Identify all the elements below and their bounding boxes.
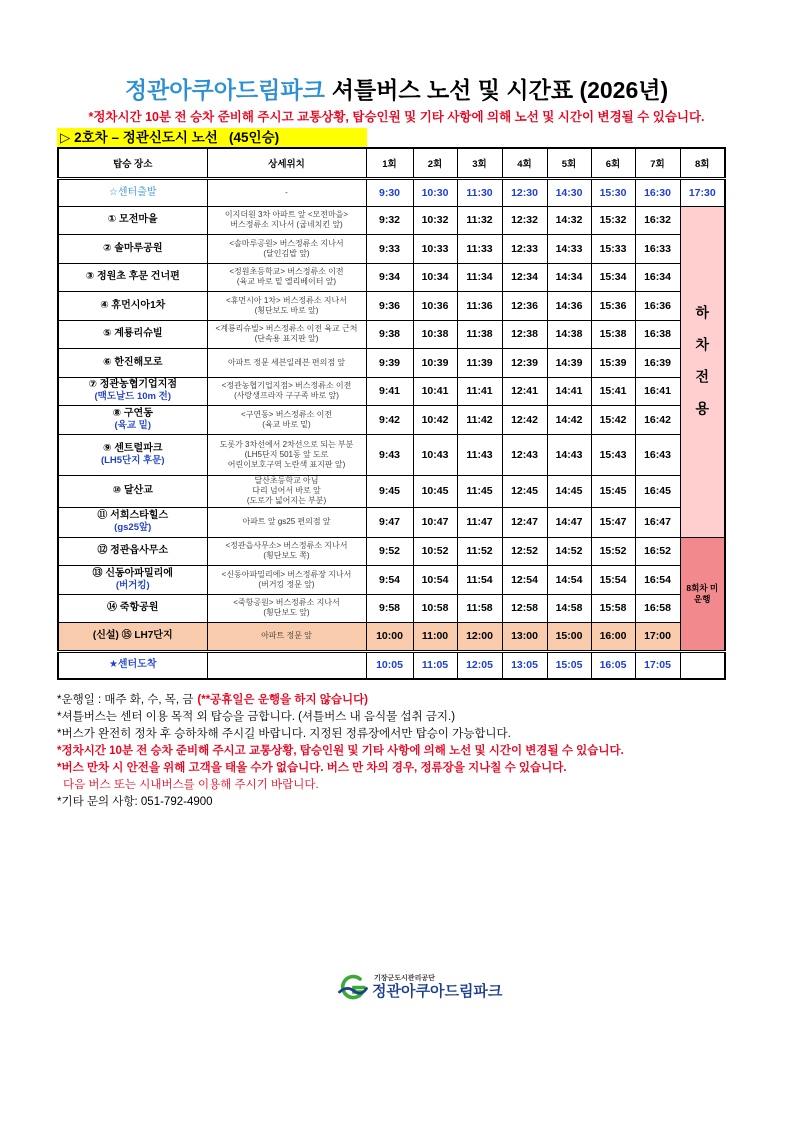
stop-time-4: 12:33 xyxy=(502,235,547,264)
page-title xyxy=(0,76,793,104)
stop-time-4: 12:52 xyxy=(502,537,547,566)
header-run-5: 5회 xyxy=(547,148,591,178)
title-main: 셔틀버스 노선 및 시간표 (2026년) xyxy=(331,77,669,103)
stop-detail: 아파트 정문 세븐일레븐 편의점 앞 xyxy=(207,349,366,378)
stop-place-cell xyxy=(58,623,207,652)
stop-time-2: 10:54 xyxy=(413,566,457,595)
stop-time-1: 9:42 xyxy=(366,406,413,435)
stop-time-4: 12:34 xyxy=(502,263,547,292)
stop-time-7: 16:42 xyxy=(635,406,680,435)
arrival-place: ★센터도착 xyxy=(58,651,207,679)
stop-name: ④ 휴먼시아1차 xyxy=(100,299,166,311)
stop-detail: <정관읍사무소> 버스정류소 지나서 (횡단보도 쪽) xyxy=(207,537,366,566)
logo-org: 기장군도시관리공단 xyxy=(374,975,435,982)
timetable-header xyxy=(58,148,725,178)
stop-row xyxy=(58,475,725,507)
stop-time-3: 11:45 xyxy=(457,475,502,507)
stop-row xyxy=(58,434,725,475)
stop-name: ⑦ 정관농협기업지점 xyxy=(88,379,178,391)
stop-time-3: 11:38 xyxy=(457,320,502,349)
stop-time-5: 14:38 xyxy=(547,320,591,349)
stop-time-4: 12:32 xyxy=(502,206,547,235)
stop-time-3: 11:52 xyxy=(457,537,502,566)
stop-time-7: 16:43 xyxy=(635,434,680,475)
stop-name: ② 솔마루공원 xyxy=(102,242,163,254)
departure-time-7: 16:30 xyxy=(635,178,680,206)
stop-landmark: (맥도날드 10m 전) xyxy=(94,391,171,403)
stop-time-2: 10:58 xyxy=(413,594,457,623)
stop-time-5: 14:42 xyxy=(547,406,591,435)
stop-time-1: 10:00 xyxy=(366,623,413,652)
stop-time-3: 11:43 xyxy=(457,434,502,475)
stop-time-2: 10:42 xyxy=(413,406,457,435)
stop-time-3: 11:39 xyxy=(457,349,502,378)
stop-time-1: 9:36 xyxy=(366,292,413,321)
notes-section xyxy=(57,692,757,811)
stop-detail: <솔마루공원> 버스정류소 지나서 (달인김밥 앞) xyxy=(207,235,366,264)
stop-time-3: 11:47 xyxy=(457,507,502,537)
stop-time-2: 10:38 xyxy=(413,320,457,349)
stop-time-5: 14:52 xyxy=(547,537,591,566)
stop-time-6: 15:43 xyxy=(591,434,635,475)
stop-time-6: 15:45 xyxy=(591,475,635,507)
stop-time-2: 10:52 xyxy=(413,537,457,566)
stop-place-cell xyxy=(58,292,207,321)
arrival-time-4: 13:05 xyxy=(502,651,547,679)
stop-time-5: 14:43 xyxy=(547,434,591,475)
stop-time-6: 15:58 xyxy=(591,594,635,623)
stop-row xyxy=(58,537,725,566)
stop-time-2: 10:36 xyxy=(413,292,457,321)
stop-time-2: 10:47 xyxy=(413,507,457,537)
header-run-8: 8회 xyxy=(680,148,725,178)
stop-time-5: 14:45 xyxy=(547,475,591,507)
stop-name: ⑪ 서희스타힐스 xyxy=(97,510,169,521)
logo-name: 정관아쿠아드림파크 xyxy=(372,983,503,1000)
stop-place-cell xyxy=(58,206,207,235)
stop-time-4: 12:39 xyxy=(502,349,547,378)
stop-place-cell xyxy=(58,349,207,378)
stop-detail: <죽항공원> 버스정류소 지나서 (횡단보도 앞) xyxy=(207,594,366,623)
stop-time-7: 16:36 xyxy=(635,292,680,321)
stop-time-3: 11:58 xyxy=(457,594,502,623)
stop-time-2: 10:33 xyxy=(413,235,457,264)
stop-time-7: 16:39 xyxy=(635,349,680,378)
departure-time-3: 11:30 xyxy=(457,178,502,206)
note-purpose: *셔틀버스는 센터 이용 목적 외 탑승을 금합니다. (셔틀버스 내 음식물 섭취 금지.) xyxy=(57,711,456,723)
departure-place: ☆센터출발 xyxy=(58,178,207,206)
stop-time-2: 11:00 xyxy=(413,623,457,652)
stop-row xyxy=(58,566,725,595)
stop-landmark: (육교 밑) xyxy=(114,419,151,431)
stop-detail: <신동아파밀리에> 버스정류장 지나서 (버거킹 정문 앞) xyxy=(207,566,366,595)
stop-place-cell xyxy=(58,434,207,475)
stop-place-cell xyxy=(58,406,207,435)
route-header: ▷ 2호차 – 정관신도시 노선 (45인승) xyxy=(57,128,367,147)
stop-detail: 이지더원 3차 아파트 앞 <모전마을> 버스정류소 지나서 (굽네치킨 앞) xyxy=(207,206,366,235)
stop-time-4: 12:43 xyxy=(502,434,547,475)
stop-time-7: 16:54 xyxy=(635,566,680,595)
stop-time-6: 15:38 xyxy=(591,320,635,349)
stop-row xyxy=(58,263,725,292)
stop-landmark: (gs25앞) xyxy=(114,522,152,533)
note-next-bus: 다음 버스 또는 시내버스를 이용해 주시기 바랍니다. xyxy=(63,779,319,791)
departure-time-6: 15:30 xyxy=(591,178,635,206)
stop-detail: 아파트 정문 앞 xyxy=(207,623,366,652)
stop-place-cell xyxy=(58,537,207,566)
departure-time-5: 14:30 xyxy=(547,178,591,206)
stop-place-cell xyxy=(58,507,207,537)
header-row xyxy=(58,148,725,178)
arrival-row xyxy=(58,651,725,679)
stop-time-6: 15:52 xyxy=(591,537,635,566)
stop-time-1: 9:43 xyxy=(366,434,413,475)
stop-time-1: 9:34 xyxy=(366,263,413,292)
stop-detail: 아파트 앞 gs25 편의점 앞 xyxy=(207,507,366,537)
stop-place-cell xyxy=(58,320,207,349)
dropoff-only-label: 하차전용 xyxy=(694,305,711,433)
stop-name: ③ 정원초 후문 건너편 xyxy=(85,271,180,283)
stop-time-3: 11:41 xyxy=(457,377,502,406)
stop-time-2: 10:43 xyxy=(413,434,457,475)
stop-time-6: 15:39 xyxy=(591,349,635,378)
stop-row xyxy=(58,292,725,321)
stop-time-7: 16:47 xyxy=(635,507,680,537)
header-run-2: 2회 xyxy=(413,148,457,178)
header-run-4: 4회 xyxy=(502,148,547,178)
stop-time-2: 10:32 xyxy=(413,206,457,235)
note-contact: *기타 문의 사항: 051-792-4900 xyxy=(57,796,213,808)
stop-time-7: 16:45 xyxy=(635,475,680,507)
stop-time-4: 12:58 xyxy=(502,594,547,623)
stop-time-6: 15:34 xyxy=(591,263,635,292)
stop-row xyxy=(58,507,725,537)
arrival-time-8 xyxy=(680,651,725,679)
stop-row xyxy=(58,406,725,435)
stop-time-5: 14:32 xyxy=(547,206,591,235)
stop-detail: <계룡리슈빌> 버스정류소 이전 육교 근처 (단속용 표지판 앞) xyxy=(207,320,366,349)
top-notice: *정차시간 10분 전 승차 준비해 주시고 교통상황, 탑승인원 및 기타 사항에 의해 노선 및 시간이 변경될 수 있습니다. xyxy=(88,110,705,124)
stop-time-3: 11:33 xyxy=(457,235,502,264)
stop-place-cell xyxy=(58,377,207,406)
header-place: 탑승 장소 xyxy=(58,148,207,178)
stop-detail: <정관농협기업지점> 버스정류소 이전 (사랑생프라자 구구족 바로 앞) xyxy=(207,377,366,406)
note-schedule-line xyxy=(57,692,757,709)
stop-detail: 달산초등학교 아님 다리 넘어서 바로 앞 (도로가 넓어지는 부분) xyxy=(207,475,366,507)
stop-time-4: 12:47 xyxy=(502,507,547,537)
stop-detail: 도롯가 3차선에서 2차선으로 되는 부분 (LH5단지 501동 앞 도로 어린이보호구역 노란색 표지판 앞) xyxy=(207,434,366,475)
stop-time-6: 15:41 xyxy=(591,377,635,406)
stop-detail: <휴먼시아 1차> 버스정류소 지나서 (횡단보도 바로 앞) xyxy=(207,292,366,321)
arrival-detail xyxy=(207,651,366,679)
note-schedule: *운행일 : 매주 화, 수, 목, 금 xyxy=(57,694,194,706)
stop-time-4: 12:41 xyxy=(502,377,547,406)
arrival-time-1: 10:05 xyxy=(366,651,413,679)
header-run-3: 3회 xyxy=(457,148,502,178)
stop-time-6: 15:47 xyxy=(591,507,635,537)
stop-name: ① 모전마을 xyxy=(107,214,158,226)
stop-time-1: 9:45 xyxy=(366,475,413,507)
stop-name: ⑩ 달산교 xyxy=(112,485,153,496)
stop-time-7: 17:00 xyxy=(635,623,680,652)
arrival-time-7: 17:05 xyxy=(635,651,680,679)
header-run-7: 7회 xyxy=(635,148,680,178)
stop-row xyxy=(58,377,725,406)
stop-time-6: 15:36 xyxy=(591,292,635,321)
stop-time-2: 10:41 xyxy=(413,377,457,406)
header-run-1: 1회 xyxy=(366,148,413,178)
stop-time-4: 12:42 xyxy=(502,406,547,435)
stop-place-cell xyxy=(58,235,207,264)
stop-time-7: 16:38 xyxy=(635,320,680,349)
stop-name: (신설) ⑮ LH7단지 xyxy=(92,630,173,642)
stop-name: ⑬ 신동아파밀리에 xyxy=(92,567,173,579)
header-run-6: 6회 xyxy=(591,148,635,178)
stop-landmark: (버거킹) xyxy=(115,579,150,591)
stop-time-3: 11:34 xyxy=(457,263,502,292)
note-full-bus: *버스 만차 시 안전을 위해 고객을 태울 수가 없습니다. 버스 만 차의 경우, 정류장을 지나칠 수 있습니다. xyxy=(57,762,567,774)
stop-row xyxy=(58,594,725,623)
departure-time-1: 9:30 xyxy=(366,178,413,206)
stop-place-cell xyxy=(58,263,207,292)
stop-time-1: 9:52 xyxy=(366,537,413,566)
stop-time-7: 16:41 xyxy=(635,377,680,406)
stop-time-5: 14:36 xyxy=(547,292,591,321)
note-schedule-change: *정차시간 10분 전 승차 준비해 주시고 교통상황, 탑승인원 및 기타 사항에 의해 노선 및 시간이 변경될 수 있습니다. xyxy=(57,745,624,757)
departure-detail: - xyxy=(207,178,366,206)
stop-time-1: 9:32 xyxy=(366,206,413,235)
stop-place-cell xyxy=(58,475,207,507)
footer-logo xyxy=(338,972,502,1002)
stop-row xyxy=(58,349,725,378)
stop-time-2: 10:45 xyxy=(413,475,457,507)
stop-row xyxy=(58,623,725,652)
stop-time-5: 14:39 xyxy=(547,349,591,378)
stop-row xyxy=(58,235,725,264)
stop-landmark: (LH5단지 후문) xyxy=(100,454,165,466)
stop-time-6: 15:32 xyxy=(591,206,635,235)
title-brand: 정관아쿠아드림파크 xyxy=(124,77,325,103)
stop-time-4: 13:00 xyxy=(502,623,547,652)
stop-time-3: 11:54 xyxy=(457,566,502,595)
stop-time-1: 9:38 xyxy=(366,320,413,349)
dropoff-only-cell xyxy=(680,206,725,537)
stop-time-1: 9:54 xyxy=(366,566,413,595)
stop-time-5: 14:54 xyxy=(547,566,591,595)
arrival-time-3: 12:05 xyxy=(457,651,502,679)
stop-time-1: 9:33 xyxy=(366,235,413,264)
stop-time-5: 14:33 xyxy=(547,235,591,264)
stop-time-7: 16:33 xyxy=(635,235,680,264)
stop-detail: <정원초등학교> 버스정류소 이전 (육교 바로 밑 엘리베이터 앞) xyxy=(207,263,366,292)
departure-row xyxy=(58,178,725,206)
stop-time-3: 11:32 xyxy=(457,206,502,235)
stop-time-5: 14:41 xyxy=(547,377,591,406)
stop-time-4: 12:45 xyxy=(502,475,547,507)
stop-time-3: 11:36 xyxy=(457,292,502,321)
stop-time-7: 16:32 xyxy=(635,206,680,235)
stop-detail: <구연동> 버스정류소 이전 (육교 바로 밑) xyxy=(207,406,366,435)
stop-row xyxy=(58,206,725,235)
departure-time-8: 17:30 xyxy=(680,178,725,206)
stop-time-1: 9:41 xyxy=(366,377,413,406)
stop-name: ⑧ 구연동 xyxy=(112,407,153,419)
stop-time-7: 16:58 xyxy=(635,594,680,623)
timetable xyxy=(57,147,726,680)
stop-time-4: 12:54 xyxy=(502,566,547,595)
stop-time-6: 15:33 xyxy=(591,235,635,264)
stop-time-1: 9:39 xyxy=(366,349,413,378)
stop-time-5: 14:47 xyxy=(547,507,591,537)
stop-time-2: 10:34 xyxy=(413,263,457,292)
stop-time-5: 15:00 xyxy=(547,623,591,652)
no-8th-run-cell: 8회차 미운행 xyxy=(680,537,725,651)
departure-time-4: 12:30 xyxy=(502,178,547,206)
arrival-time-6: 16:05 xyxy=(591,651,635,679)
timetable-body xyxy=(58,178,725,679)
stop-place-cell xyxy=(58,566,207,595)
foundation-emblem-icon xyxy=(338,973,368,1001)
stop-time-5: 14:34 xyxy=(547,263,591,292)
stop-time-4: 12:38 xyxy=(502,320,547,349)
stop-time-3: 11:42 xyxy=(457,406,502,435)
stop-time-7: 16:52 xyxy=(635,537,680,566)
stop-time-1: 9:47 xyxy=(366,507,413,537)
stop-name: ⑥ 한진해모로 xyxy=(102,356,163,368)
header-detail: 상세위치 xyxy=(207,148,366,178)
stop-time-6: 15:54 xyxy=(591,566,635,595)
stop-name: ⑨ 센트럴파크 xyxy=(102,442,163,454)
stop-time-1: 9:58 xyxy=(366,594,413,623)
stop-place-cell xyxy=(58,594,207,623)
stop-time-2: 10:39 xyxy=(413,349,457,378)
stop-time-4: 12:36 xyxy=(502,292,547,321)
arrival-time-5: 15:05 xyxy=(547,651,591,679)
stop-name: ⑭ 죽항공원 xyxy=(107,602,159,614)
logo-text xyxy=(372,974,502,1000)
stop-time-3: 12:00 xyxy=(457,623,502,652)
stop-time-6: 16:00 xyxy=(591,623,635,652)
stop-row xyxy=(58,320,725,349)
note-boarding: *버스가 완전히 정차 후 승하차해 주시길 바랍니다. 지정된 정류장에서만 탑승이 가능합니다. xyxy=(57,728,511,740)
stop-time-7: 16:34 xyxy=(635,263,680,292)
stop-name: ⑫ 정관읍사무소 xyxy=(97,545,169,557)
departure-time-2: 10:30 xyxy=(413,178,457,206)
note-holiday-warning: (**공휴일은 운행을 하지 않습니다) xyxy=(197,694,369,706)
stop-time-6: 15:42 xyxy=(591,406,635,435)
stop-name: ⑤ 계룡리슈빌 xyxy=(102,328,163,340)
arrival-time-2: 11:05 xyxy=(413,651,457,679)
stop-time-5: 14:58 xyxy=(547,594,591,623)
